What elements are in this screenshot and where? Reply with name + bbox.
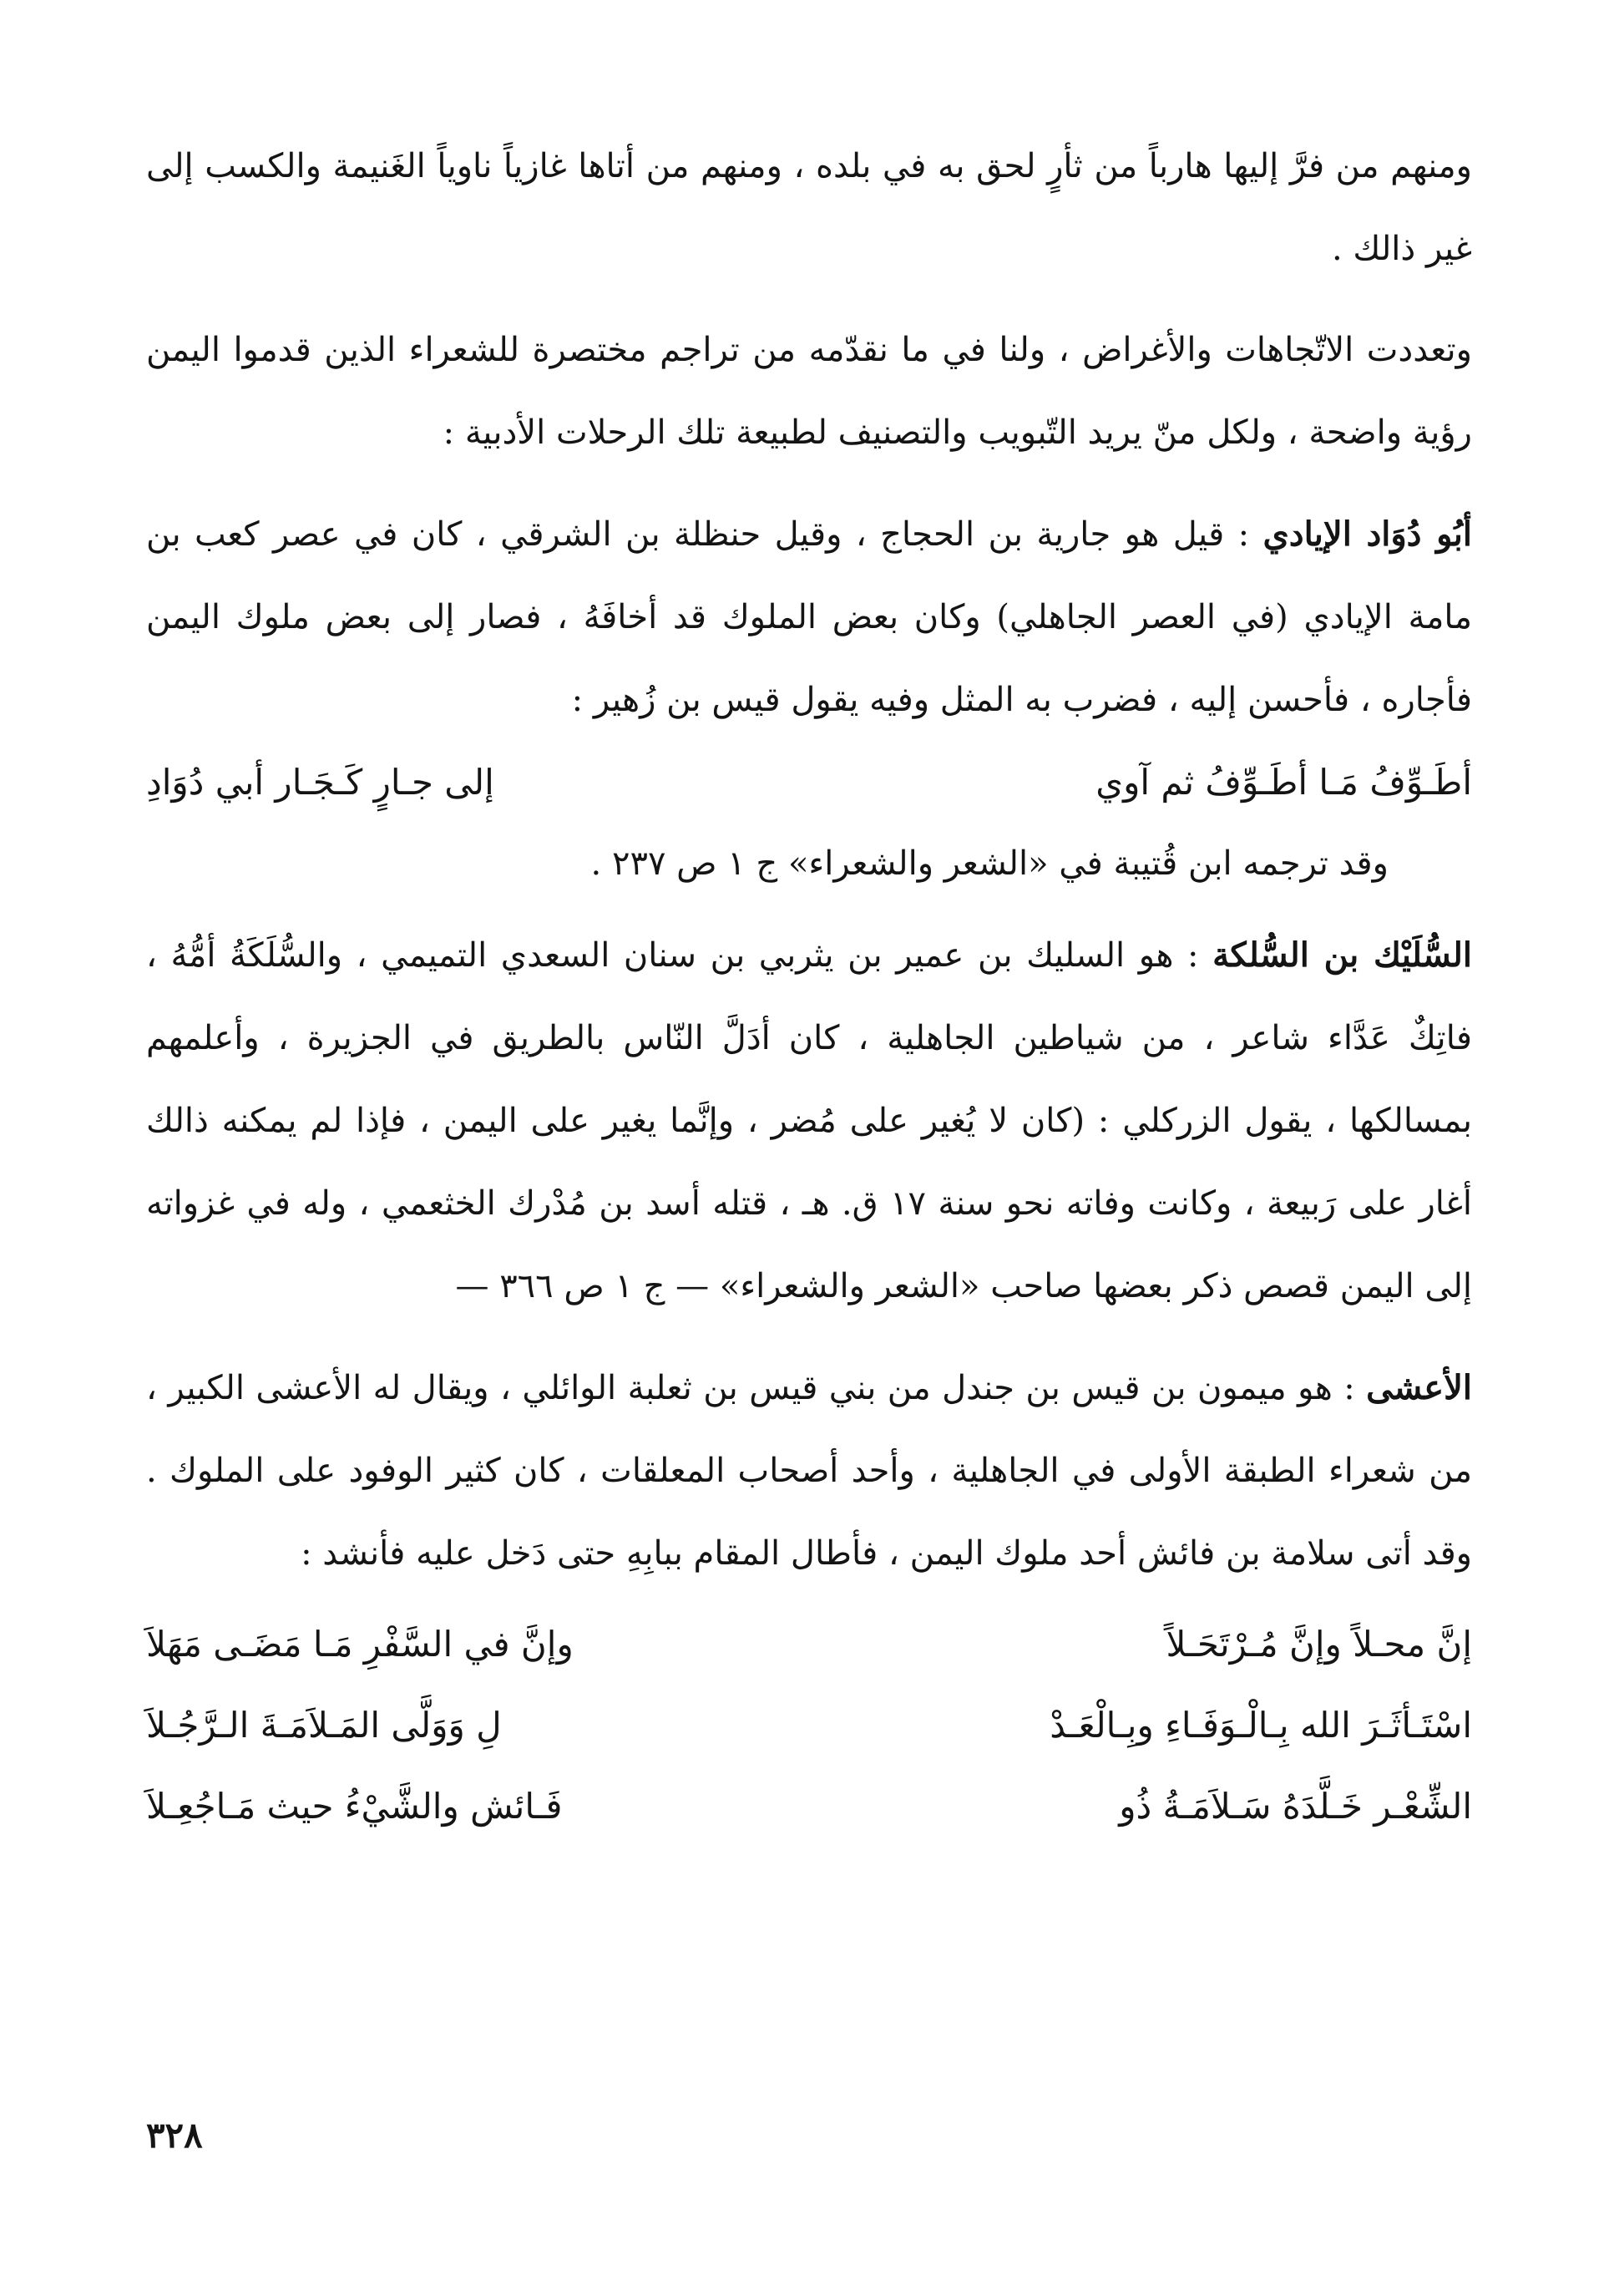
- verse-second-hemistich: لِ وَوَلَّى المَـلاَمَـةَ الـرَّجُـلاَ: [146, 1705, 502, 1746]
- spacer: [146, 474, 1472, 493]
- page-text: [146, 125, 1472, 1847]
- verse-first-hemistich: إنَّ محـلاً وإنَّ مُـرْتَحَـلاً: [1166, 1624, 1472, 1665]
- verse-first-hemistich: اسْتَـأثَـرَ الله بِـالْـوَفَـاءِ وبِـالْعَـدْ: [1050, 1705, 1472, 1746]
- verse-line: [146, 742, 1472, 823]
- spacer: [146, 1595, 1472, 1604]
- intro-paragraph: ومنهم من فرَّ إليها هارباً من ثأرٍ لحق به في بلده ، ومنهم من أتاها غازياً ناوياً الغَنيمة والكسب إلى غير ذالك .: [146, 147, 1472, 268]
- verse-first-hemistich: أطَـوِّفُ مَـا أطَـوِّفُ ثم آوي: [1095, 762, 1472, 803]
- entry-asha: [146, 1346, 1472, 1595]
- poet-name: الأعشى: [1366, 1368, 1472, 1407]
- spacer: [146, 1328, 1472, 1346]
- verse-line: [146, 1604, 1472, 1685]
- verse-second-hemistich: فَـائش والشَّيْءُ حيث مَـاجُعِـلاَ: [146, 1786, 563, 1827]
- entry-body: : هو ميمون بن قيس بن جندل من بني قيس بن ثعلبة الوائلي ، ويقال له الأعشى الكبير ، من شعراء الطبقة الأولى في الجاهلية ، وأحد أصحاب المعلقات ، كان كثير الوفود على الملوك . وقد أتى سلامة بن فائش أحد ملوك اليمن ، فأطال المقام ببابِهِ حتى دَخل عليه فأنشد :: [146, 1369, 1472, 1573]
- verse-first-hemistich: الشِّعْـر خَـلَّدَهُ سَـلاَمَـةُ ذُو: [1119, 1786, 1472, 1827]
- verse-second-hemistich: وإنَّ في السَّفْرِ مَـا مَضَـى مَهَلاَ: [146, 1624, 574, 1665]
- page-number: ٣٢٨: [146, 2115, 203, 2156]
- spacer: [146, 905, 1472, 914]
- overview-paragraph: وتعددت الاتّجاهات والأغراض ، ولنا في ما نقدّمه من تراجم مختصرة للشعراء الذين قدموا اليمن رؤية واضحة ، ولكل منّ يريد التّبويب والتصنيف لطبيعة تلك الرحلات الأدبية :: [146, 331, 1472, 452]
- poet-name: أبُو دُوَاد الإيادي: [1262, 514, 1473, 554]
- verse-line: [146, 1766, 1472, 1847]
- poet-name: السُّلَيْك بن السُّلكة: [1212, 935, 1473, 975]
- entry-abu-duad: [146, 493, 1472, 742]
- entry-sulaik: [146, 914, 1472, 1328]
- entry-body: : هو السليك بن عمير بن يثربي بن سنان السعدي التميمي ، والسُّلَكَةُ أمُّهُ ، فاتِكٌ عَدَّاء شاعر ، من شياطين الجاهلية ، كان أدَلَّ النّاس بالطريق في الجزيرة ، وأعلمهم بمسالكها ، يقول الزركلي : (كان لا يُغير على مُضر ، وإنَّما يغير على اليمن ، فإذا لم يمكنه ذالك أغار على رَبيعة ، وكانت وفاته نحو سنة ١٧ ق. هـ ، قتله أسد بن مُدْرك الخثعمي ، وله في غزواته إلى اليمن قصص ذكر بعضها صاحب «الشعر والشعراء» — ج ١ ص ٣٦٦ —: [146, 936, 1472, 1305]
- spacer: [146, 291, 1472, 309]
- entry-body: : قيل هو جارية بن الحجاج ، وقيل حنظلة بن الشرقي ، كان في عصر كعب بن مامة الإيادي (في العصر الجاهلي) وكان بعض الملوك قد أخافَهُ ، فصار إلى بعض ملوك اليمن فأجاره ، فأحسن إليه ، فضرب به المثل وفيه يقول قيس بن زُهير :: [146, 515, 1472, 719]
- verse-second-hemistich: إلى جـارٍ كَـجَـار أبي دُوَادِ: [146, 762, 494, 803]
- citation: وقد ترجمه ابن قُتيبة في «الشعر والشعراء» ج ١ ص ٢٣٧ .: [590, 844, 1389, 883]
- verse-line: [146, 1685, 1472, 1766]
